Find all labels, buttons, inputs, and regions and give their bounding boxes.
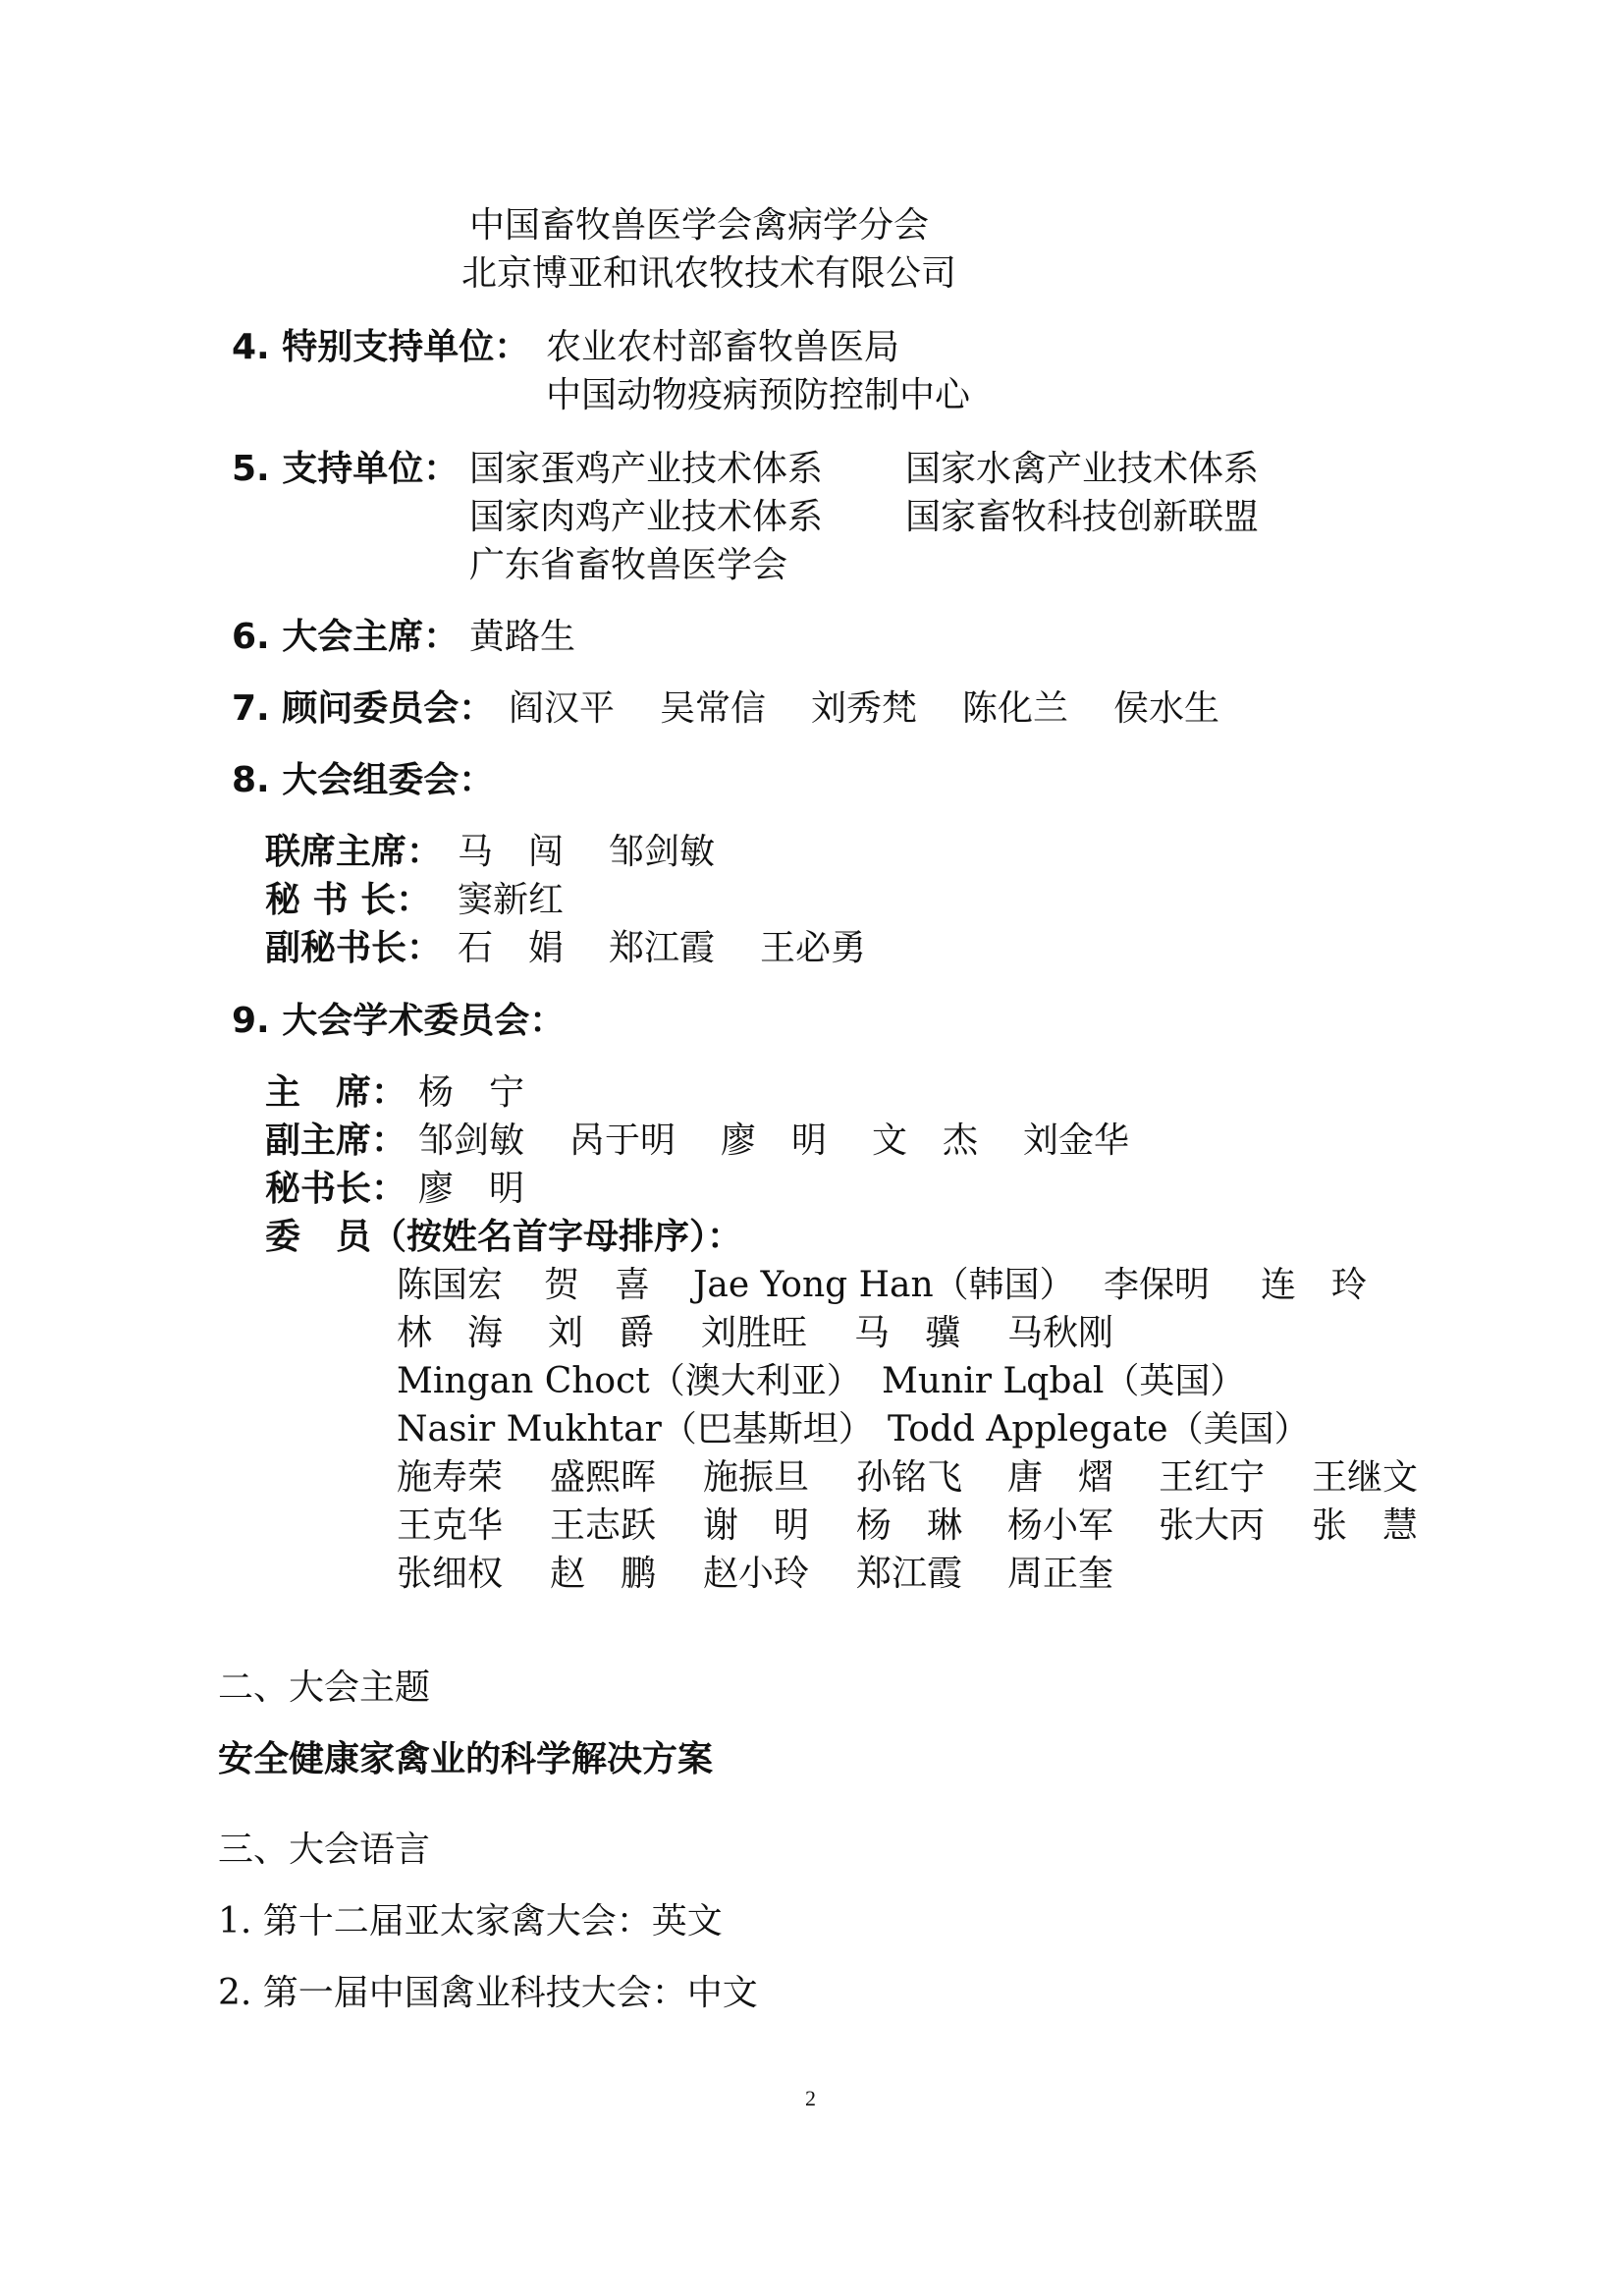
vice-chair-name: 文 杰: [872, 1121, 979, 1161]
advisory-committee-label: 7. 顾问委员会：: [232, 688, 495, 729]
member-name: 王继文: [1312, 1457, 1419, 1498]
member-name: 施寿荣: [397, 1457, 504, 1498]
language-heading: 三、大会语言: [218, 1830, 431, 1870]
member-name: 郑江霞: [856, 1554, 963, 1594]
member-name: 陈国宏: [397, 1265, 504, 1305]
secretary-general-name: 窦新红: [458, 880, 565, 920]
member-name: 唐 熠: [1007, 1457, 1114, 1498]
secretary-label: 秘书长：: [265, 1169, 407, 1209]
member-name: 孙铭飞: [856, 1457, 963, 1498]
chairman-name: 黄路生: [469, 617, 576, 657]
deputy-secretary-name: 郑江霞: [609, 928, 716, 968]
member-name: 张细权: [397, 1554, 504, 1594]
member-name: 林 海: [397, 1313, 504, 1353]
deputy-secretary-label: 副秘书长：: [265, 928, 443, 968]
chairman-label: 6. 大会主席：: [232, 617, 460, 657]
academic-chair-name: 杨 宁: [418, 1072, 525, 1113]
organizer-line-2: 北京博亚和讯农牧技术有限公司: [461, 253, 957, 294]
member-name: Nasir Mukhtar（巴基斯坦）: [397, 1409, 874, 1449]
organizing-committee-label: 8. 大会组委会：: [232, 760, 495, 800]
member-name: 连 玲: [1261, 1265, 1368, 1305]
member-name: 杨 琳: [856, 1505, 963, 1546]
page-number: 2: [805, 2086, 816, 2110]
support-unit-item: 国家肉鸡产业技术体系: [469, 497, 824, 537]
vice-chair-name: 廖 明: [721, 1121, 828, 1161]
member-name: 王克华: [397, 1505, 504, 1546]
vice-chair-name: 呙于明: [569, 1121, 676, 1161]
deputy-secretary-name: 王必勇: [760, 928, 867, 968]
member-name: 马秋刚: [1007, 1313, 1114, 1353]
academic-committee-label: 9. 大会学术委员会：: [232, 1001, 566, 1041]
special-support-item: 农业农村部畜牧兽医局: [546, 327, 900, 367]
vice-chair-name: 邹剑敏: [418, 1121, 525, 1161]
member-name: 施振旦: [703, 1457, 810, 1498]
member-name: 周正奎: [1007, 1554, 1114, 1594]
member-name: 盛熙晖: [550, 1457, 657, 1498]
member-name: 王志跃: [550, 1505, 657, 1546]
member-name: 杨小军: [1007, 1505, 1114, 1546]
member-name: Mingan Choct（澳大利亚）: [397, 1361, 862, 1401]
secretary-general-label: 秘 书 长：: [265, 880, 432, 920]
member-name: Munir Lqbal（英国）: [882, 1361, 1246, 1401]
secretary-name: 廖 明: [418, 1169, 525, 1209]
advisory-member: 阎汉平: [509, 688, 616, 729]
language-item: 1. 第十二届亚太家禽大会：英文: [218, 1901, 723, 1941]
member-name: 李保明: [1104, 1265, 1211, 1305]
support-unit-item: 广东省畜牧兽医学会: [469, 545, 788, 585]
members-label: 委 员（按姓名首字母排序）：: [265, 1217, 743, 1257]
member-name: 刘胜旺: [701, 1313, 808, 1353]
special-support-item: 中国动物疫病预防控制中心: [546, 375, 971, 415]
support-unit-item: 国家水禽产业技术体系: [905, 449, 1260, 489]
organizer-line-1: 中国畜牧兽医学会禽病学分会: [469, 205, 930, 246]
advisory-member: 吴常信: [660, 688, 767, 729]
vice-chair-name: 刘金华: [1023, 1121, 1130, 1161]
support-unit-item: 国家蛋鸡产业技术体系: [469, 449, 824, 489]
theme-heading: 二、大会主题: [218, 1667, 431, 1708]
language-item: 2. 第一届中国禽业科技大会：中文: [218, 1973, 758, 2013]
co-chair-name: 马 闯: [458, 832, 565, 872]
co-chair-name: 邹剑敏: [609, 832, 716, 872]
vice-chairs-label: 副主席：: [265, 1121, 407, 1161]
member-name: Jae Yong Han（韩国）: [693, 1265, 1075, 1305]
academic-chair-label: 主 席：: [265, 1072, 407, 1113]
advisory-member: 刘秀梵: [811, 688, 918, 729]
support-units-label: 5. 支持单位：: [232, 449, 460, 489]
advisory-member: 侯水生: [1113, 688, 1220, 729]
member-name: 赵小玲: [703, 1554, 810, 1594]
member-name: 谢 明: [703, 1505, 810, 1546]
member-name: 张 慧: [1312, 1505, 1419, 1546]
member-name: 刘 爵: [548, 1313, 655, 1353]
member-name: Todd Applegate（美国）: [888, 1409, 1310, 1449]
member-name: 马 骥: [854, 1313, 961, 1353]
support-unit-item: 国家畜牧科技创新联盟: [905, 497, 1260, 537]
member-name: 张大丙: [1159, 1505, 1266, 1546]
member-name: 王红宁: [1159, 1457, 1266, 1498]
deputy-secretary-name: 石 娟: [458, 928, 565, 968]
theme-text: 安全健康家禽业的科学解决方案: [218, 1739, 714, 1779]
member-name: 赵 鹏: [550, 1554, 657, 1594]
co-chairs-label: 联席主席：: [265, 832, 443, 872]
special-support-label: 4. 特别支持单位：: [232, 327, 530, 367]
advisory-member: 陈化兰: [962, 688, 1069, 729]
member-name: 贺 喜: [544, 1265, 651, 1305]
